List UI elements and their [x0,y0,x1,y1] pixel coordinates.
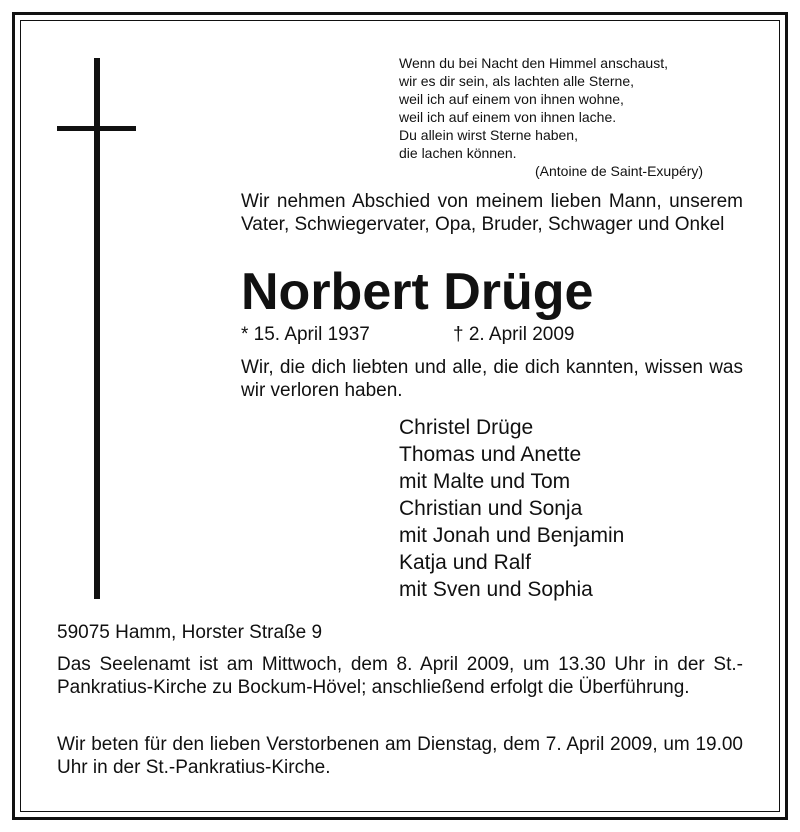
birth-date: * 15. April 1937 [241,324,370,345]
poem-line: wir es dir sein, als lachten alle Sterne, [399,73,634,89]
mourner-line: Christian und Sonja [399,497,583,520]
death-date: † 2. April 2009 [453,324,575,345]
poem-line: Du allein wirst Sterne haben, [399,127,578,143]
poem-line: weil ich auf einem von ihnen wohne, [399,91,624,107]
poem-line: weil ich auf einem von ihnen lache. [399,109,617,125]
requiem-notice: Das Seelenamt ist am Mittwoch, dem 8. April 2009, um 13.30 Uhr in der St.-Pankratius-Kirche zu Bockum-Hövel; anschließend erfolgt die Überführung. [57,654,743,698]
mourner-line: Katja und Ralf [399,551,531,574]
closing-text: Wir, die dich liebten und alle, die dich kannten, wissen was wir verloren haben. [241,357,743,401]
cross-vertical-bar [94,58,100,599]
poem-line: Wenn du bei Nacht den Himmel anschaust, [399,55,668,71]
farewell-intro: Wir nehmen Abschied von meinem lieben Mann, unserem Vater, Schwiegervater, Opa, Bruder, Schwager und Onkel [241,191,743,235]
prayer-notice: Wir beten für den lieben Verstorbenen am Dienstag, dem 7. April 2009, um 19.00 Uhr in der St.-Pankratius-Kirche. [57,734,743,778]
mourner-line: mit Sven und Sophia [399,578,593,601]
poem-attribution: (Antoine de Saint-Exupéry) [535,163,704,179]
mourners-list [399,414,624,603]
mourner-line: mit Jonah und Benjamin [399,524,625,547]
mourner-line: Thomas und Anette [399,443,582,466]
poem [399,54,729,162]
mourner-line: mit Malte und Tom [399,470,571,493]
address: 59075 Hamm, Horster Straße 9 [57,622,323,643]
cross-horizontal-bar [57,126,136,131]
deceased-name: Norbert Drüge [241,263,594,321]
poem-line: die lachen können. [399,145,517,161]
mourner-line: Christel Drüge [399,416,534,439]
